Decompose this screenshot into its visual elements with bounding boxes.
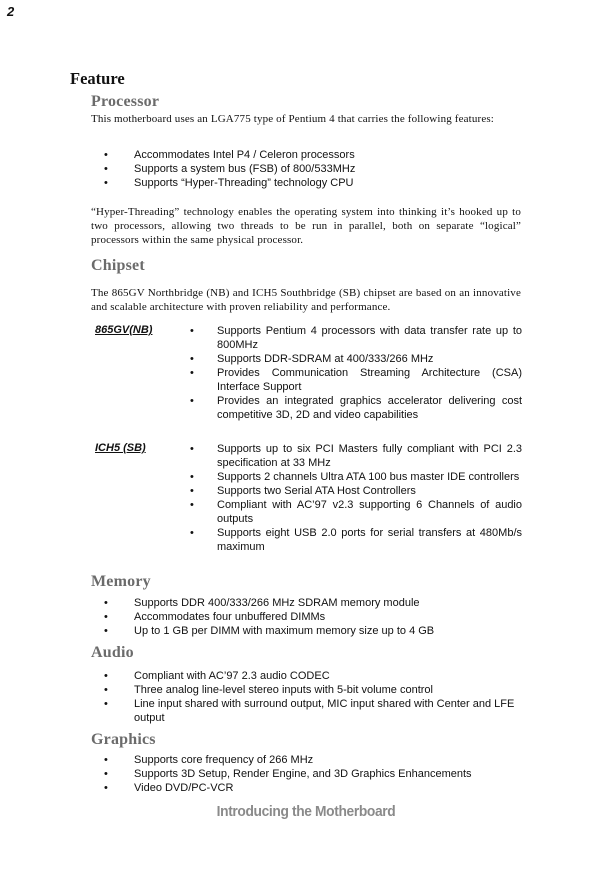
chapter-footer: Introducing the Motherboard bbox=[216, 803, 396, 820]
list-item: • Supports “Hyper-Threading” technology CPU bbox=[104, 177, 354, 189]
list-item: • Compliant with AC’97 2.3 audio CODEC bbox=[104, 670, 330, 682]
page-title: Feature bbox=[70, 69, 125, 88]
list-item: • Up to 1 GB per DIMM with maximum memory size up to 4 GB bbox=[104, 625, 435, 637]
audio-heading: Audio bbox=[91, 644, 134, 661]
list-item: • Supports Pentium 4 processors with data transfer rate up to 800MHz bbox=[190, 325, 522, 351]
list-item: • Supports two Serial ATA Host Controllers bbox=[190, 485, 416, 497]
list-item: • Supports DDR 400/333/266 MHz SDRAM memory module bbox=[104, 597, 420, 609]
processor-heading: Processor bbox=[91, 93, 160, 110]
chipset-intro: The 865GV Northbridge (NB) and ICH5 Southbridge (SB) chipset are based on an innovative and scalable architecture with proven reliability and performance. bbox=[91, 287, 521, 313]
list-item: • Supports eight USB 2.0 ports for serial transfers at 480Mb/s maximum bbox=[190, 527, 522, 553]
processor-list bbox=[0, 148, 522, 190]
list-item: • Provides Communication Streaming Architecture (CSA) Interface Support bbox=[190, 367, 522, 393]
list-item: • Accommodates four unbuffered DIMMs bbox=[104, 611, 326, 623]
list-item: • Line input shared with surround output, MIC input shared with Center and LFE output bbox=[104, 698, 515, 724]
processor-intro: This motherboard uses an LGA775 type of Pentium 4 that carries the following features: bbox=[91, 113, 494, 125]
memory-list bbox=[0, 596, 522, 638]
hyper-threading-paragraph: “Hyper-Threading” technology enables the operating system into thinking it’s hooked up to two processors, allowing two threads to be run in parallel, both on separate “logical” processors within the same physical processor. bbox=[91, 206, 521, 246]
list-item: • Video DVD/PC-VCR bbox=[104, 782, 234, 794]
memory-heading: Memory bbox=[91, 573, 151, 590]
nb-label: 865GV(NB) bbox=[95, 324, 153, 336]
list-item: • Compliant with AC’97 v2.3 supporting 6 Channels of audio outputs bbox=[190, 499, 522, 525]
chipset-heading: Chipset bbox=[91, 257, 145, 274]
list-item: • Supports DDR-SDRAM at 400/333/266 MHz bbox=[190, 353, 434, 365]
list-item: • Provides an integrated graphics accelerator delivering cost competitive 3D, 2D and video capabilities bbox=[190, 395, 522, 421]
list-item: • Supports 3D Setup, Render Engine, and 3D Graphics Enhancements bbox=[104, 768, 472, 780]
sb-label: ICH5 (SB) bbox=[95, 442, 146, 454]
list-item: • Supports up to six PCI Masters fully compliant with PCI 2.3 specification at 33 MHz bbox=[190, 443, 522, 469]
list-item: • Supports 2 channels Ultra ATA 100 bus master IDE controllers bbox=[190, 471, 520, 483]
list-item: • Supports core frequency of 266 MHz bbox=[104, 754, 314, 766]
page-number: 2 bbox=[7, 4, 15, 19]
nb-list bbox=[0, 324, 522, 422]
sb-list bbox=[0, 442, 522, 554]
graphics-list bbox=[0, 753, 522, 795]
graphics-heading: Graphics bbox=[91, 731, 156, 748]
list-item: • Supports a system bus (FSB) of 800/533MHz bbox=[104, 163, 356, 175]
list-item: • Three analog line-level stereo inputs with 5-bit volume control bbox=[104, 684, 433, 696]
audio-list bbox=[0, 669, 522, 725]
list-item: • Accommodates Intel P4 / Celeron processors bbox=[104, 149, 355, 161]
